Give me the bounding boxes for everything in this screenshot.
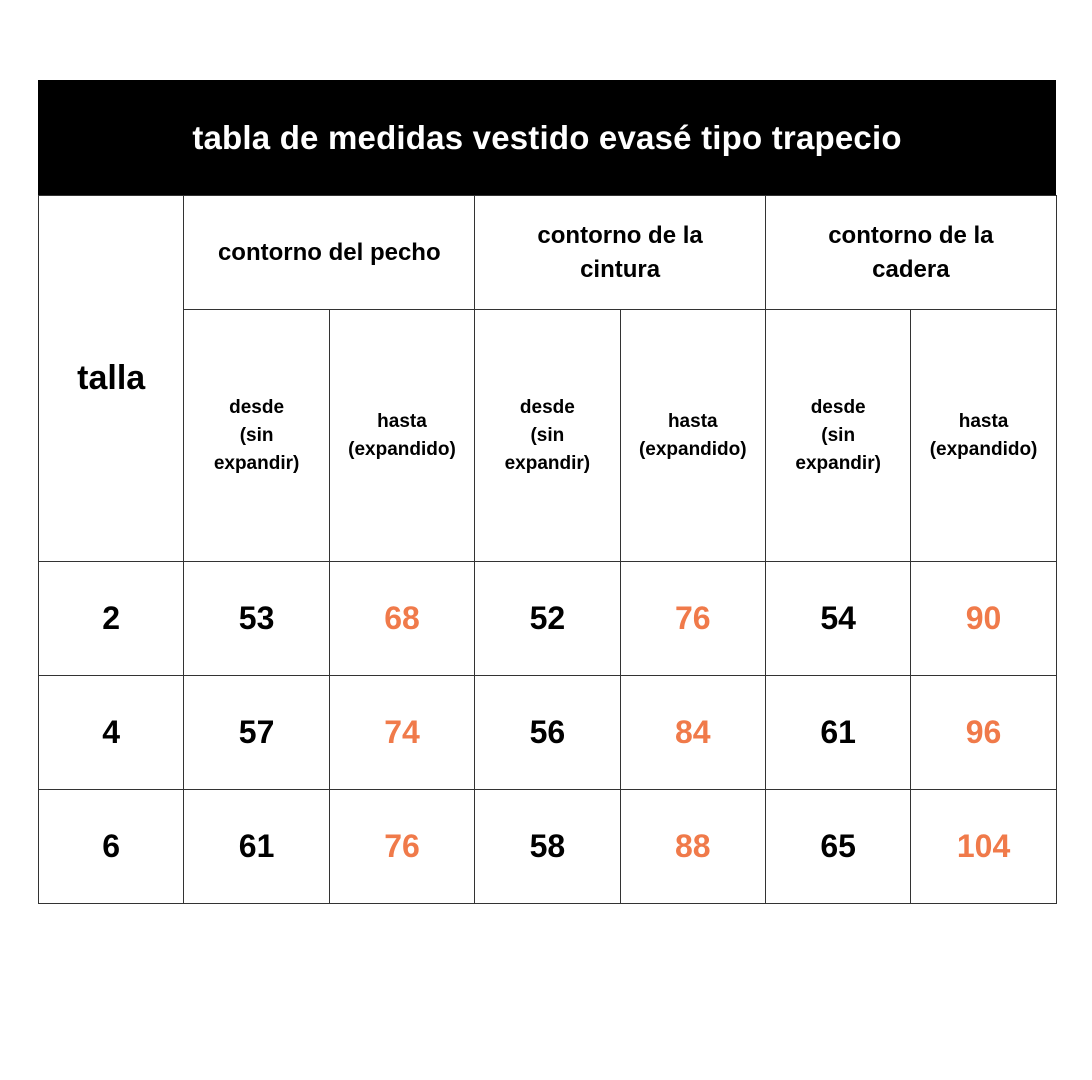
cintura-desde-cell: 52 [475, 562, 620, 676]
header-row-groups [39, 196, 1057, 310]
desde-line3: expandir) [213, 452, 300, 474]
pecho-hasta-cell: 74 [329, 676, 474, 790]
hasta-line1: hasta [958, 410, 1009, 432]
desde-line2: (sin [530, 424, 565, 446]
group-header-cadera-text: contorno de la cadera [828, 221, 994, 283]
pecho-hasta-cell: 68 [329, 562, 474, 676]
desde-line3: expandir) [504, 452, 591, 474]
pecho-desde-cell: 53 [184, 562, 329, 676]
group-header-cintura [475, 196, 766, 310]
size-chart [38, 80, 1056, 904]
sub-header-cintura-desde [475, 310, 620, 562]
desde-line2: (sin [821, 424, 856, 446]
desde-line1: desde [810, 396, 866, 418]
cadera-desde-cell: 61 [765, 676, 910, 790]
size-cell: 2 [39, 562, 184, 676]
cadera-hasta-cell: 104 [911, 790, 1056, 904]
sub-header-pecho-desde [184, 310, 329, 562]
cadera-hasta-cell: 90 [911, 562, 1056, 676]
sub-header-cadera-hasta [911, 310, 1056, 562]
size-column-header: talla [39, 196, 184, 562]
sub-header-pecho-hasta [329, 310, 474, 562]
desde-line1: desde [519, 396, 575, 418]
cadera-desde-cell: 65 [765, 790, 910, 904]
cintura-hasta-cell: 84 [620, 676, 765, 790]
desde-line3: expandir) [795, 452, 881, 474]
cadera-desde-cell: 54 [765, 562, 910, 676]
table-row [39, 790, 1057, 904]
pecho-desde-cell: 57 [184, 676, 329, 790]
cintura-desde-cell: 58 [475, 790, 620, 904]
table-row [39, 676, 1057, 790]
sub-header-cintura-hasta [620, 310, 765, 562]
size-cell: 6 [39, 790, 184, 904]
cintura-hasta-cell: 76 [620, 562, 765, 676]
hasta-line2: (expandido) [638, 438, 747, 460]
cadera-hasta-cell: 96 [911, 676, 1056, 790]
pecho-hasta-cell: 76 [329, 790, 474, 904]
size-table [38, 195, 1057, 904]
table-row [39, 562, 1057, 676]
header-row-subcolumns [39, 310, 1057, 562]
group-header-pecho: contorno del pecho [184, 196, 475, 310]
hasta-line1: hasta [377, 410, 427, 432]
desde-line1: desde [229, 396, 285, 418]
group-header-cadera [765, 196, 1056, 310]
size-cell: 4 [39, 676, 184, 790]
hasta-line1: hasta [667, 410, 718, 432]
chart-title [38, 80, 1056, 195]
pecho-desde-cell: 61 [184, 790, 329, 904]
cintura-desde-cell: 56 [475, 676, 620, 790]
cintura-hasta-cell: 88 [620, 790, 765, 904]
desde-line2: (sin [239, 424, 274, 446]
hasta-line2: (expandido) [929, 438, 1038, 460]
group-header-cintura-text: contorno de la cintura [537, 221, 703, 283]
hasta-line2: (expandido) [348, 438, 456, 460]
chart-title-text: tabla de medidas vestido evasé tipo trapecio [192, 118, 902, 156]
sub-header-cadera-desde [765, 310, 910, 562]
